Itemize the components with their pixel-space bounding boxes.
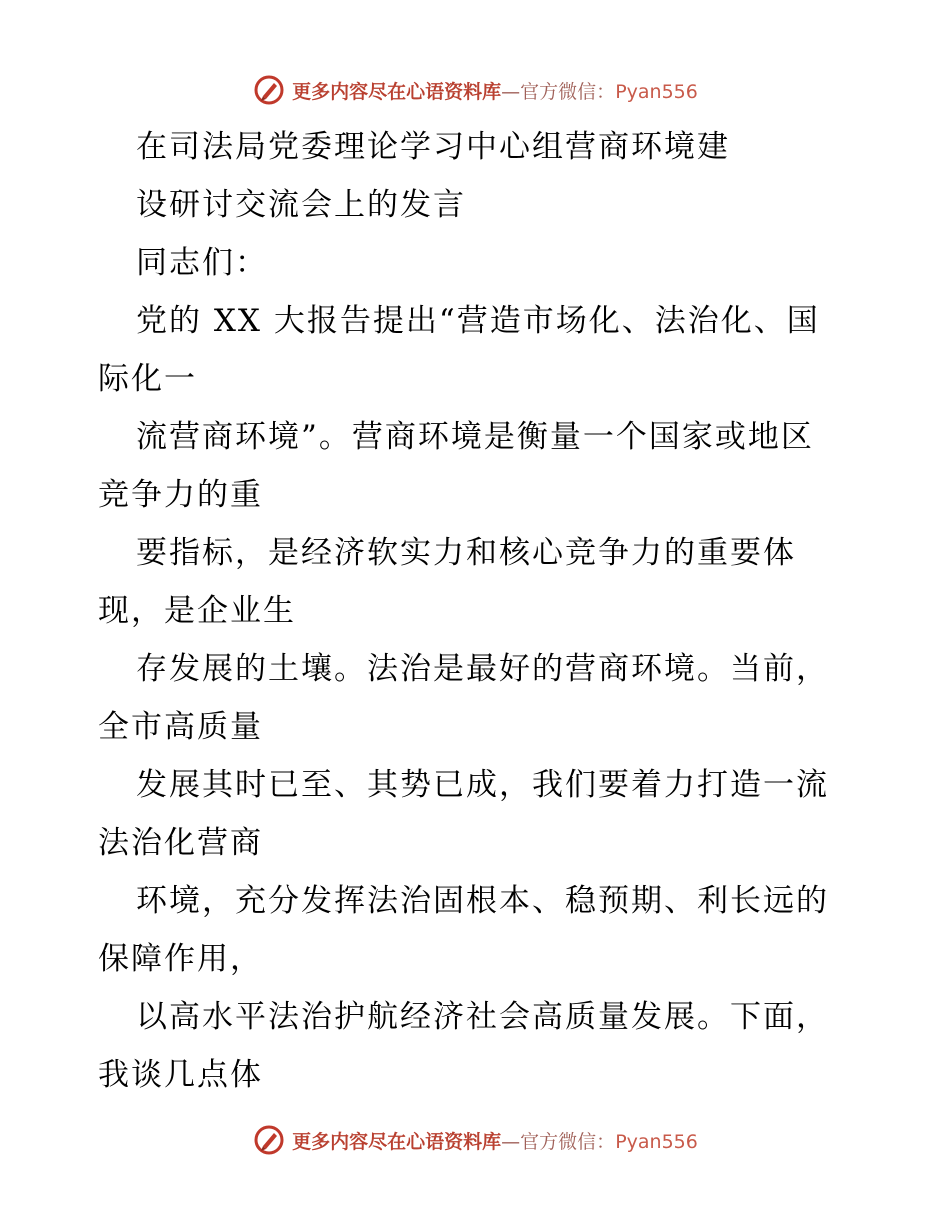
pen-logo-icon [252, 73, 286, 107]
text-line: 存发展的土壤。法治是最好的营商环境。当前， [136, 651, 829, 687]
text-line: 同志们： [136, 245, 268, 281]
text-line: 发展其时已至、其势已成，我们要着力打造一流 [136, 767, 829, 803]
text-line: 全市高质量 [98, 709, 263, 745]
text-line: 际化一 [98, 361, 197, 397]
text-line: 要指标，是经济软实力和核心竞争力的重要体 [136, 535, 796, 571]
text-line: 环境，充分发挥法治固根本、稳预期、利长远的 [136, 883, 829, 919]
watermark-text [292, 77, 698, 104]
text-line: 竞争力的重 [98, 477, 263, 513]
watermark-contact-id: Pyan556 [615, 1130, 698, 1153]
text-line: 设研讨交流会上的发言 [136, 187, 466, 223]
text-line: 在司法局党委理论学习中心组营商环境建 [136, 129, 730, 165]
watermark-contact-label: 官方微信： [520, 1130, 616, 1153]
pen-logo-icon [252, 1123, 286, 1157]
text-line: 保障作用， [98, 941, 263, 977]
header-watermark [0, 72, 950, 108]
watermark-text [292, 1127, 698, 1154]
text-line: 流营商环境”。营商环境是衡量一个国家或地区 [136, 419, 814, 455]
text-line: 我谈几点体 [98, 1057, 263, 1093]
text-line: 现，是企业生 [98, 593, 296, 629]
text-line: 法治化营商 [98, 825, 263, 861]
watermark-brand: 更多内容尽在心语资料库 [292, 1130, 502, 1153]
document-body [98, 118, 858, 1104]
text-line: 党的 XX 大报告提出“营造市场化、法治化、国 [136, 303, 820, 339]
watermark-brand: 更多内容尽在心语资料库 [292, 80, 502, 103]
watermark-separator: — [501, 80, 521, 103]
text-line: 以高水平法治护航经济社会高质量发展。下面， [136, 999, 829, 1035]
watermark-separator: — [501, 1130, 521, 1153]
watermark-contact-id: Pyan556 [615, 80, 698, 103]
footer-watermark [0, 1122, 950, 1158]
watermark-contact-label: 官方微信： [520, 80, 616, 103]
